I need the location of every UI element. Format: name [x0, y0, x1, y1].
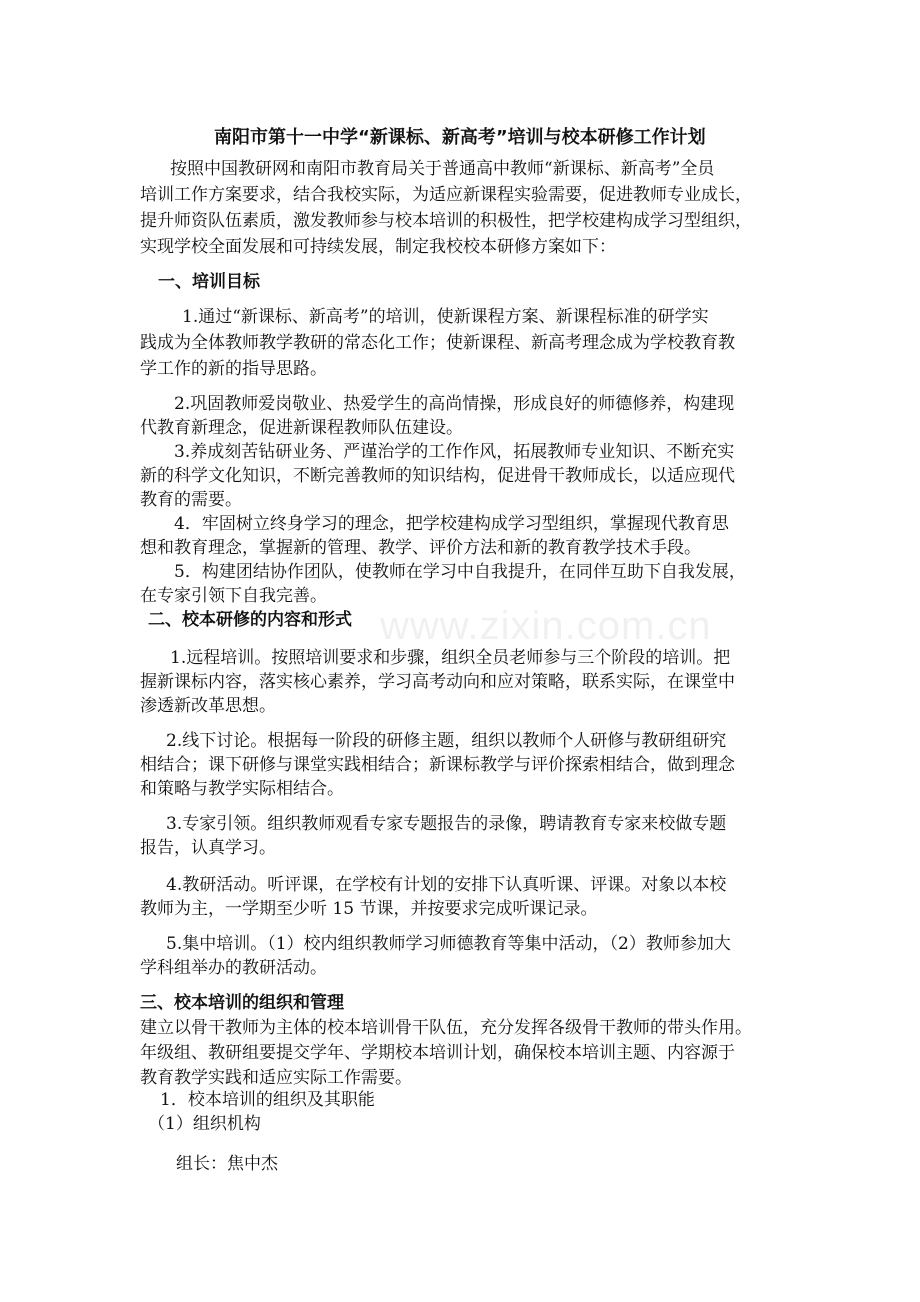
section2-item-line: 1.远程培训。按照培训要求和步骤，组织全员老师参与三个阶段的培训。把 [170, 648, 731, 668]
section1-item-line: 代教育新理念，促进新课程教师队伍建设。 [140, 418, 463, 438]
section2-heading: 二、校本研修的内容和形式 [148, 610, 352, 630]
document-title: 南阳市第十一中学“新课标、新高考”培训与校本研修工作计划 [214, 127, 706, 148]
section2-item-line: 4.教研活动。听评课，在学校有计划的安排下认真听课、评课。对象以本校 [166, 875, 727, 895]
section1-item-line: 1.通过“新课标、新高考”的培训，使新课程方案、新课程标准的研学实 [182, 307, 709, 327]
section2-item-line: 3.专家引领。组织教师观看专家专题报告的录像，聘请教育专家来校做专题 [166, 814, 727, 834]
intro-line: 按照中国教研网和南阳市教育局关于普通高中教师“新课标、新高考”全员 [170, 159, 715, 179]
section2-item-line: 报告，认真学习。 [140, 838, 276, 858]
section2-item-line: 渗透新改革思想。 [140, 696, 276, 716]
section1-item-line: 学工作的新的指导思路。 [140, 359, 327, 379]
section1-item-line: 想和教育理念，掌握新的管理、教学、评价方法和新的教育教学技术手段。 [140, 538, 701, 558]
section2-item-line: 教师为主，一学期至少听 15 节课，并按要求完成听课记录。 [140, 899, 598, 919]
section3-body-line: 年级组、教研组要提交学年、学期校本培训计划，确保校本培训主题、内容源于 [140, 1043, 735, 1063]
watermark: www.zixin.com.cn [380, 604, 712, 648]
intro-line: 提升师资队伍素质，激发教师参与校本培训的积极性，把学校建构成学习型组织， [140, 211, 752, 231]
section2-item-line: 学科组举办的教研活动。 [140, 958, 327, 978]
section1-item-line: 在专家引领下自我完善。 [140, 586, 327, 606]
section3-heading: 三、校本培训的组织和管理 [140, 993, 344, 1013]
section1-item-line: 教育的需要。 [140, 490, 242, 510]
section1-item-line: 3.养成刻苦钻研业务、严谨治学的工作作风，拓展教师专业知识、不断充实 [174, 442, 735, 462]
section3-subheading: （1）组织机构 [148, 1114, 261, 1134]
section1-item-line: 5．构建团结协作团队，使教师在学习中自我提升，在同伴互助下自我发展， [174, 562, 746, 582]
section2-item-line: 2.线下讨论。根据每一阶段的研修主题，组织以教师个人研修与教研组研究 [166, 731, 727, 751]
section2-item-line: 握新课标内容，落实核心素养，学习高考动向和应对策略，联系实际，在课堂中 [140, 672, 735, 692]
section3-subheading: 1．校本培训的组织及其职能 [160, 1090, 375, 1110]
section3-body-line: 教育教学实践和适应实际工作需要。 [140, 1068, 412, 1088]
section3-body-line: 建立以骨干教师为主体的校本培训骨干队伍，充分发挥各级骨干教师的带头作用。 [140, 1018, 752, 1038]
section1-item-line: 新的科学文化知识，不断完善教师的知识结构，促进骨干教师成长，以适应现代 [140, 466, 735, 486]
intro-line: 培训工作方案要求，结合我校实际，为适应新课程实验需要，促进教师专业成长， [140, 185, 752, 205]
section1-heading: 一、培训目标 [158, 272, 260, 292]
section1-item-line: 践成为全体教师教学教研的常态化工作；使新课程、新高考理念成为学校教育教 [140, 333, 735, 353]
section2-item-line: 5.集中培训。（1）校内组织教师学习师德教育等集中活动，（2）教师参加大 [166, 934, 731, 954]
intro-line: 实现学校全面发展和可持续发展，制定我校校本研修方案如下： [140, 237, 616, 257]
section1-item-line: 4．牢固树立终身学习的理念，把学校建构成学习型组织，掌握现代教育思 [174, 514, 729, 534]
section2-item-line: 相结合；课下研修与课堂实践相结合；新课标教学与评价探索相结合，做到理念 [140, 755, 735, 775]
leader-line: 组长：焦中杰 [176, 1154, 278, 1174]
section1-item-line: 2.巩固教师爱岗敬业、热爱学生的高尚情操，形成良好的师德修养，构建现 [174, 394, 735, 414]
section2-item-line: 和策略与教学实际相结合。 [140, 779, 344, 799]
